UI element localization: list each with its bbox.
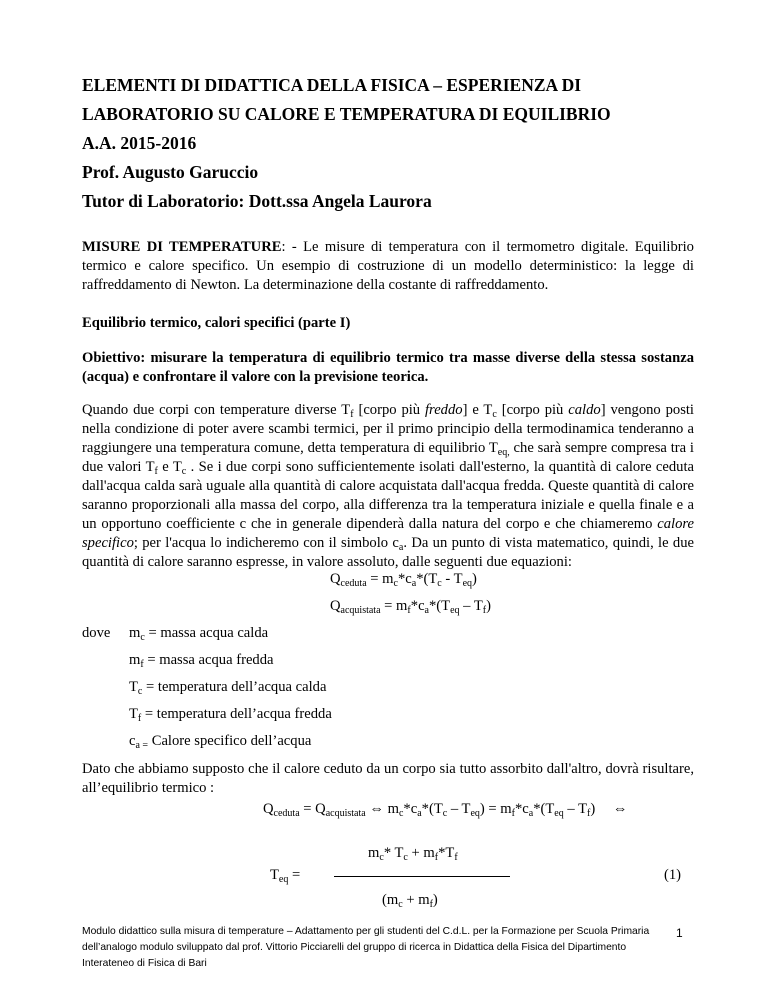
equation-heat-received: $Q_{acquistata} = m_f*c_a*(T_{eq} - T_f)$ bbox=[330, 598, 491, 616]
footer-line-2: dell’analogo modulo sviluppato dal prof. Vittorio Picciarelli del gruppo di ricerca in Didattica della Fisica del Dipartimento bbox=[82, 942, 627, 953]
objective-paragraph: Obiettivo: misurare la temperatura di equilibrio termico tra masse diverse della stessa sostanza (acqua) e confrontare il valore con la previsione teorica. bbox=[82, 350, 694, 385]
intro-paragraph bbox=[82, 238, 694, 295]
page-number: 1 bbox=[676, 926, 683, 940]
intro-text: : - Le misure di temperatura con il termometro digitale. Equilibrio termico e calore specifico. Un esempio di costruzione di un modello deterministico: la legge di raffreddamento di Newton. La determinazione della costante di raffreddamento. bbox=[82, 239, 694, 293]
footer-line-1: Modulo didattico sulla misura di temperature – Adattamento per gli studenti del C.d.L. per la Formazione per Scuola Primaria bbox=[82, 926, 650, 937]
title-line-1: ELEMENTI DI DIDATTICA DELLA FISICA – ESPERIENZA DI bbox=[82, 75, 582, 95]
equivalence-icon: ⇔ bbox=[369, 801, 384, 817]
section-title: Equilibrio termico, calori specifici (parte I) bbox=[82, 315, 351, 331]
fraction-bar bbox=[334, 876, 510, 877]
formula-denominator: $(m_c + m_f)$ bbox=[382, 892, 438, 910]
formula-numerator: $m_c*$ $T_c + m_f*T_f$ bbox=[368, 845, 458, 863]
equation-number: (1) bbox=[664, 867, 682, 883]
conclusion-paragraph: Dato che abbiamo supposto che il calore ceduto da un corpo sia tutto assorbito dall'altro, dovrà risultare, all’equilibrio termico : bbox=[82, 761, 694, 796]
intro-label: MISURE DI TEMPERATURE bbox=[82, 239, 282, 255]
equation-heat-given: $Q_{ceduta} = m_c*c_a*(T_c - T_{eq})$ bbox=[330, 571, 477, 589]
academic-year: A.A. 2015-2016 bbox=[82, 133, 197, 153]
definition-hot-temperature: $T_c$ = temperatura dell’acqua calda bbox=[129, 679, 327, 697]
definition-cold-mass: $m_f$ = massa acqua fredda bbox=[129, 652, 274, 670]
definitions-label: dove bbox=[82, 625, 111, 641]
equivalence-icon-2: ⇔ bbox=[612, 801, 628, 817]
footer-line-3: Interateneo di Fisica di Bari bbox=[82, 958, 207, 969]
tutor-name: Tutor di Laboratorio: Dott.ssa Angela Laurora bbox=[82, 191, 432, 211]
definition-cold-temperature: $T_f$ = temperatura dell’acqua fredda bbox=[129, 706, 332, 724]
definition-hot-mass: $m_c$ = massa acqua calda bbox=[129, 625, 269, 643]
formula-lhs: $T_{eq}$ = bbox=[270, 867, 301, 885]
professor-name: Prof. Augusto Garuccio bbox=[82, 162, 259, 182]
title-line-2: LABORATORIO SU CALORE E TEMPERATURA DI EQUILIBRIO bbox=[82, 104, 611, 124]
body-paragraph: Quando due corpi con temperature diverse $T_f$ [corpo più freddo] e $T_c$ [corpo più caldo] vengono posti nella condizione di poter avere scambi termici, per il primo principio della termodinamica tenderanno a raggiungere una temperatura comune, detta temperatura di equilibrio $T_{eq,}$ che sarà sempre compresa tra i due valori $T_f$ e $T_c$ . Se i due corpi sono sufficientemente isolati dall'esterno, la quantità di calore ceduta dall'acqua calda sarà uguale alla quantità di calore acquistata dall'acqua fredda. Queste quantità di calore saranno proporzionali alla massa del corpo, alla differenza tra la temperatura iniziale e quella finale e a un opportuno coefficiente c che in generale dipenderà dalla natura del corpo e che chiameremo calore specifico; per l'acqua lo indicheremo con il simbolo $c_a$. Da un punto di vista matematico, quindi, le due quantità di calore saranno espresse, in valore assoluto, dalle seguenti due equazioni: bbox=[82, 402, 695, 570]
definition-specific-heat: $c_{a =}$ Calore specifico dell’acqua bbox=[129, 733, 312, 751]
equation-equilibrium: $Q_{ceduta} = Q_{acquistata}$ ⇔ $m_c*c_a*(T_c - T_{eq}) = m_f*c_a*(T_{eq} - T_f)$ ⇔ bbox=[263, 801, 628, 819]
